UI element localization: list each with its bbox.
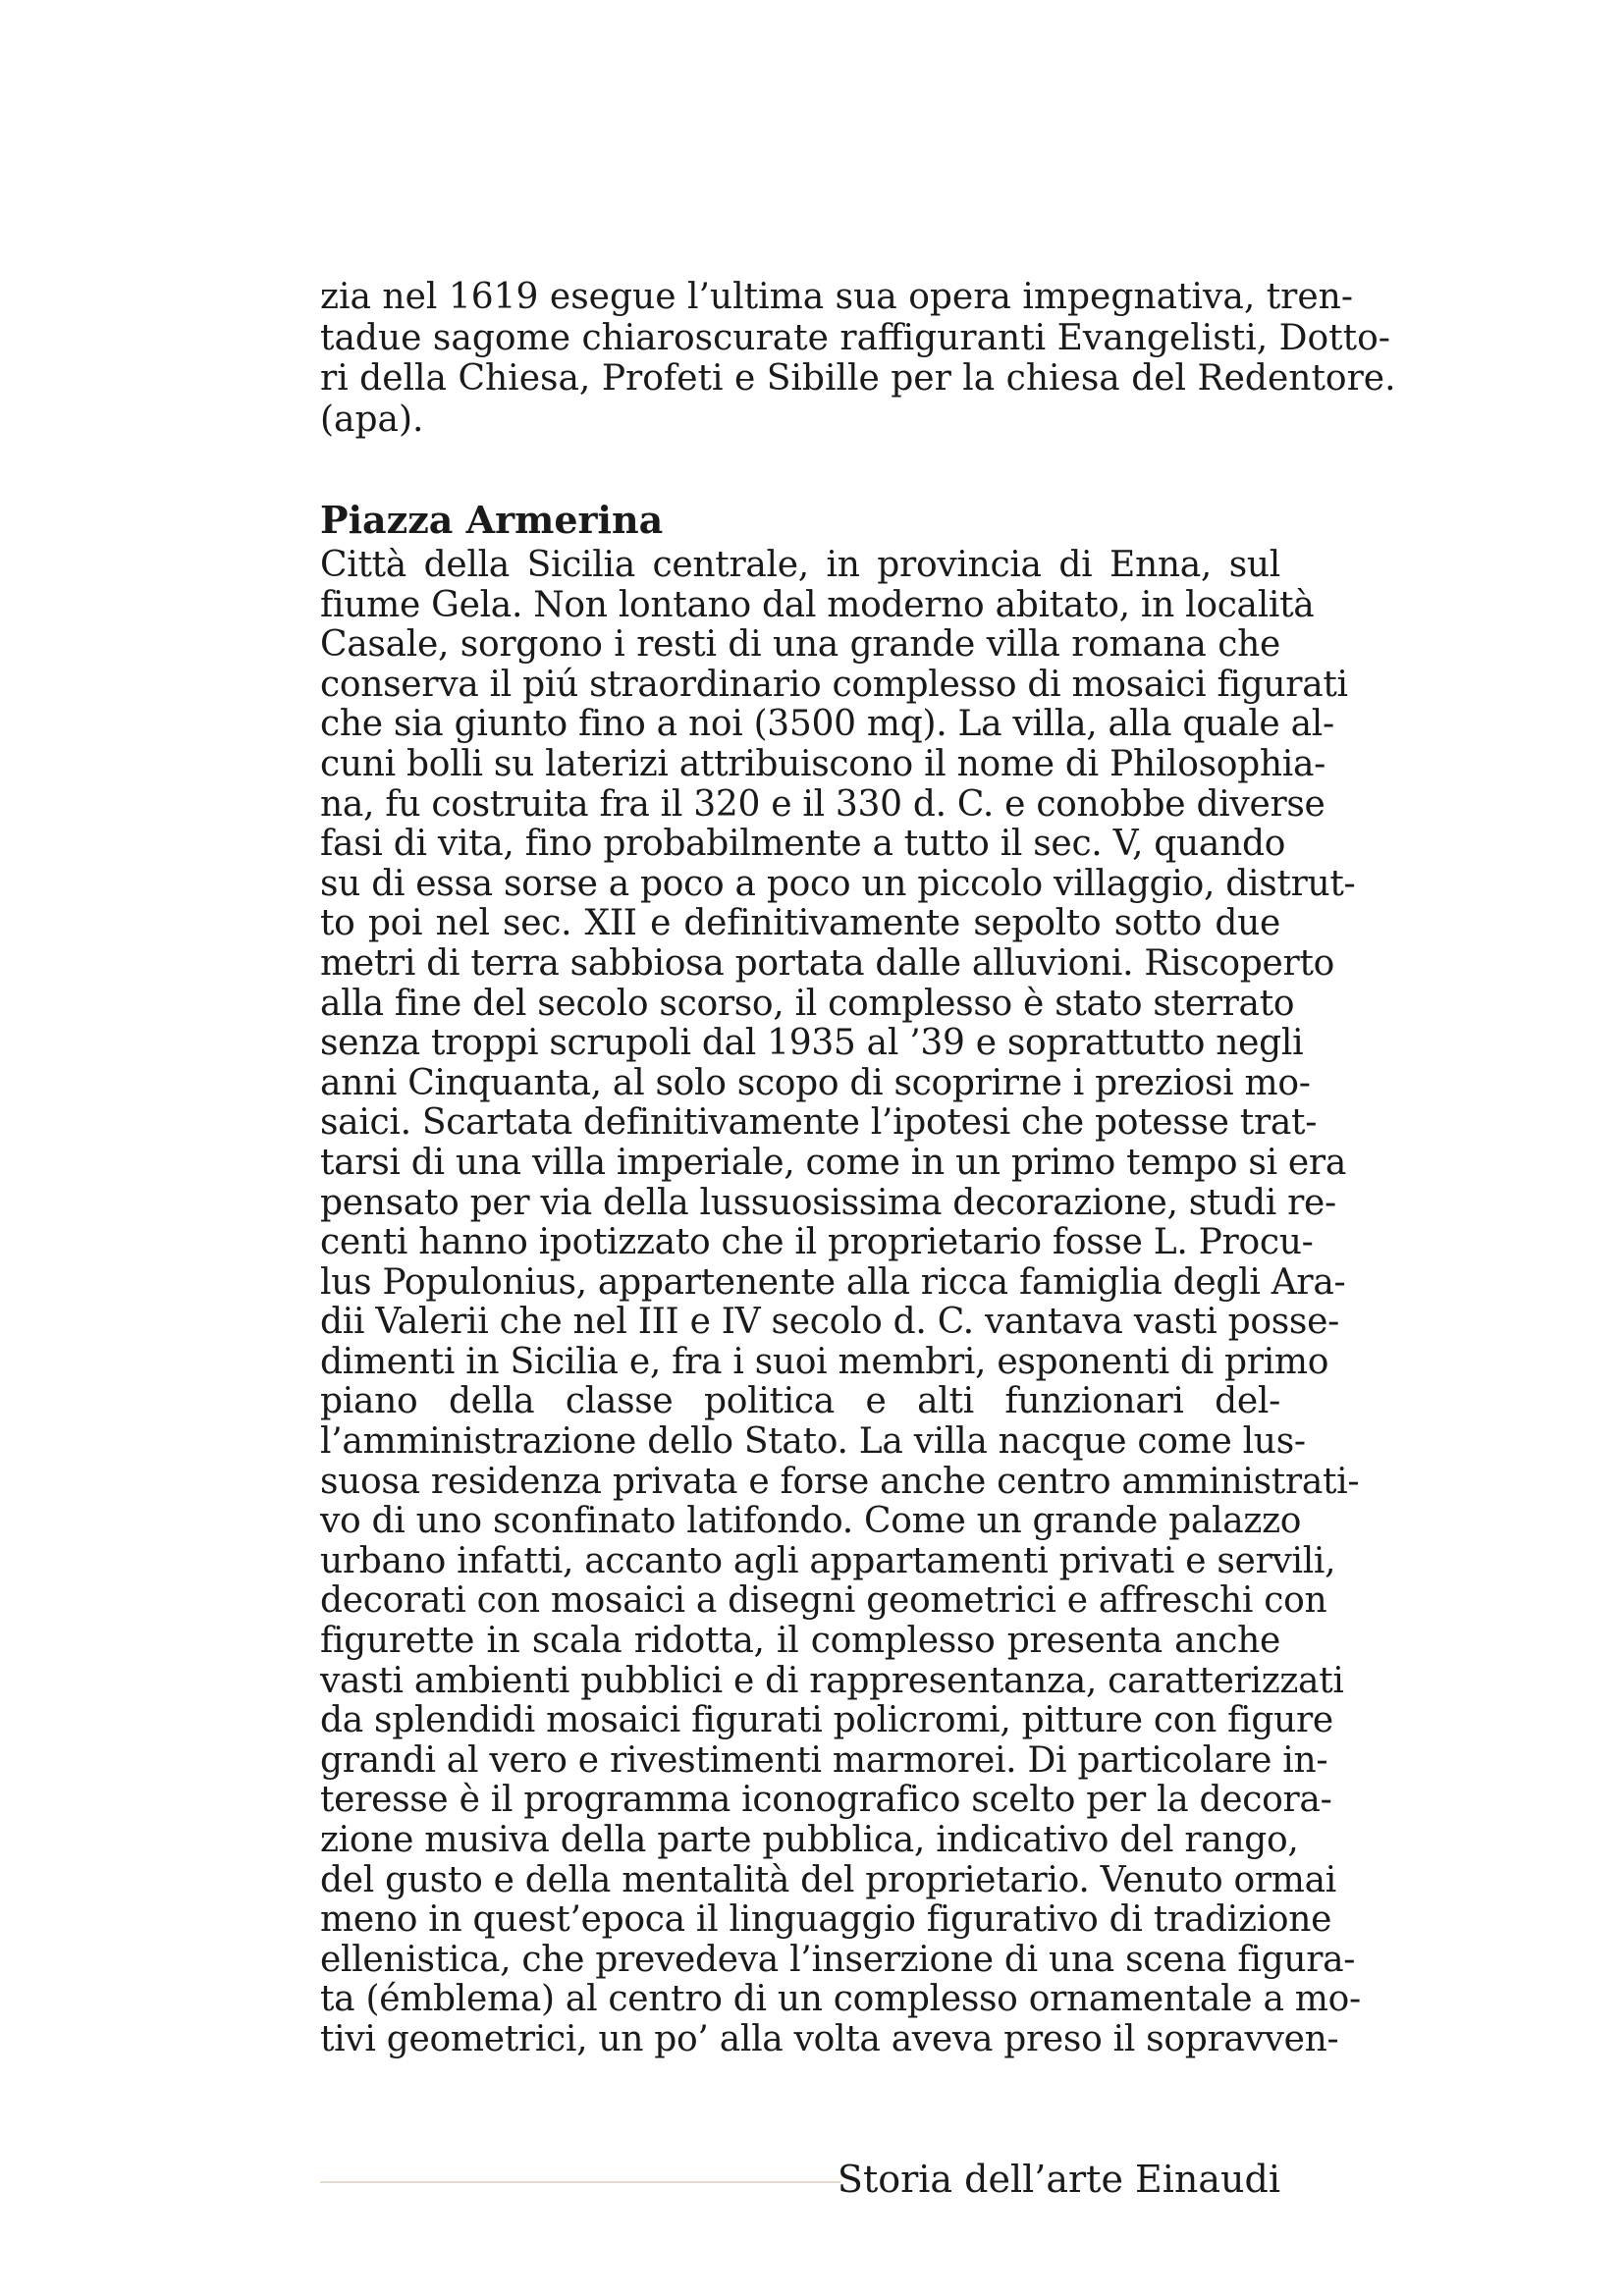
text-line: to poi nel sec. XII e definitivamente sepolto sotto due [320,903,1280,944]
text-line: fasi di vita, fino probabilmente a tutto il sec. V, quando [320,824,1286,865]
text-line: (apa). [320,399,424,440]
entry-title: Piazza Armerina [320,498,664,542]
text-line: grandi al vero e rivestimenti marmorei. Di particolare in- [320,1739,1328,1781]
text-line: dii Valerii che nel III e IV secolo d. C. vantava vasti posse- [320,1302,1339,1343]
text-line: figurette in scala ridotta, il complesso presenta anche [320,1621,1280,1662]
text-line: su di essa sorse a poco a poco un piccolo villaggio, distrut- [320,863,1356,904]
text-line: cuni bolli su laterizi attribuiscono il nome di Philosophia- [320,743,1326,784]
text-line: Casale, sorgono i resti di una grande villa romana che [320,624,1280,666]
text-line: fiume Gela. Non lontano dal moderno abitato, in località [320,584,1315,625]
text-line: senza troppi scrupoli dal 1935 al ’39 e soprattutto negli [320,1023,1304,1064]
text-line: vo di uno sconfinato latifondo. Come un grande palazzo [320,1501,1302,1542]
text-line: pensato per via della lussuosissima decorazione, studi re- [320,1182,1336,1223]
text-line: zia nel 1619 esegue l’ultima sua opera impegnativa, tren- [320,277,1354,317]
text-line: saici. Scartata definitivamente l’ipotesi che potesse trat- [320,1102,1318,1144]
text-line: tadue sagome chiaroscurate raffiguranti Evangelisti, Dotto- [320,317,1390,358]
text-line: che sia giunto fino a noi (3500 mq). La villa, alla quale al- [320,704,1334,745]
text-line: na, fu costruita fra il 320 e il 330 d. C. e conobbe diverse [320,783,1325,825]
page-content [320,277,1396,2060]
text-line: piano della classe politica e alti funzionari del- [320,1381,1280,1422]
text-line: conserva il piú straordinario complesso di mosaici figurati [320,664,1348,705]
footer-rule [320,2181,840,2183]
text-line: alla fine del secolo scorso, il complesso è stato sterrato [320,983,1295,1024]
text-line: del gusto e della mentalità del proprietario. Venuto ormai [320,1859,1337,1900]
text-line: ri della Chiesa, Profeti e Sibille per la chiesa del Redentore. [320,358,1396,399]
text-line: metri di terra sabbiosa portata dalle alluvioni. Riscoperto [320,942,1334,984]
footer-publisher: Storia dell’arte Einaudi [837,2158,1280,2201]
text-line: vasti ambienti pubblici e di rappresentanza, caratterizzati [320,1660,1344,1701]
entry-body [320,545,1361,2060]
text-line: urbano infatti, accanto agli appartamenti privati e servili, [320,1540,1336,1581]
text-line: decorati con mosaici a disegni geometrici e affreschi con [320,1580,1327,1622]
text-line: suosa residenza privata e forse anche centro amministrati- [320,1461,1360,1502]
text-line: meno in quest’epoca il linguaggio figurativo di tradizione [320,1899,1332,1941]
text-line: l’amministrazione dello Stato. La villa nacque come lus- [320,1421,1306,1463]
text-line: lus Populonius, appartenente alla ricca famiglia degli Ara- [320,1261,1346,1303]
text-line: zione musiva della parte pubblica, indicativo del rango, [320,1820,1299,1860]
text-line: tivi geometrici, un po’ alla volta aveva preso il sopravven- [320,2018,1339,2059]
text-line: centi hanno ipotizzato che il proprietario fosse L. Procu- [320,1222,1314,1263]
intro-paragraph [320,277,1396,440]
text-line: tarsi di una villa imperiale, come in un primo tempo si era [320,1142,1347,1183]
text-line: ta (émblema) al centro di un complesso ornamentale a mo- [320,1979,1361,2020]
text-line: da splendidi mosaici figurati policromi, pitture con figure [320,1700,1333,1741]
text-line: Città della Sicilia centrale, in provincia di Enna, sul [320,545,1280,585]
text-line: ellenistica, che prevedeva l’inserzione di una scena figura- [320,1939,1356,1980]
text-line: anni Cinquanta, al solo scopo di scoprirne i preziosi mo- [320,1062,1311,1103]
text-line: teresse è il programma iconografico scelto per la decora- [320,1780,1332,1821]
text-line: dimenti in Sicilia e, fra i suoi membri, esponenti di primo [320,1341,1329,1382]
